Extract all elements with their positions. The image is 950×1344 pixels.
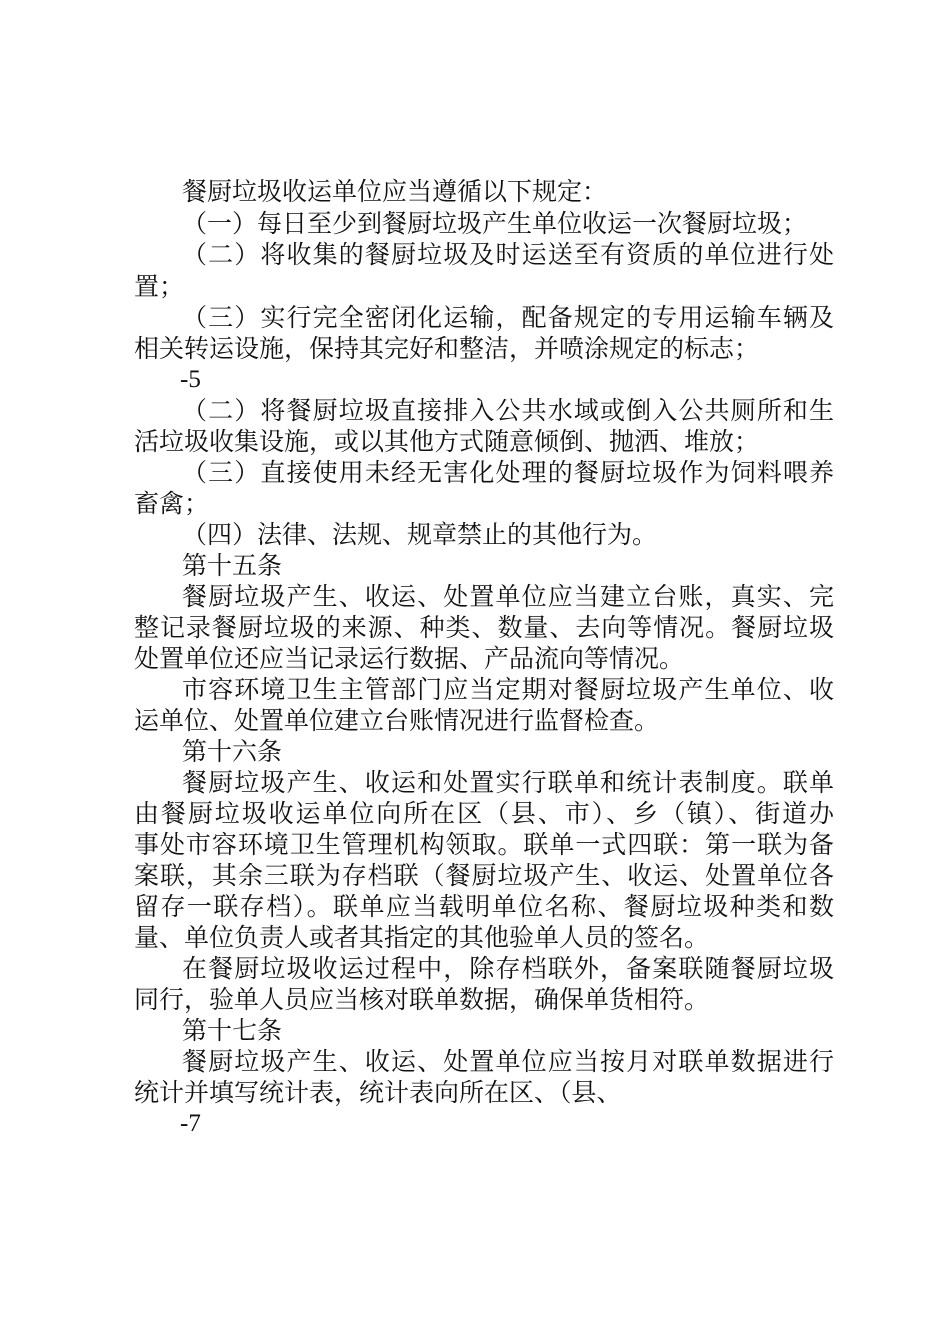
paragraph-line: 市容环境卫生主管部门应当定期对餐厨垃圾产生单位、收 [182,675,834,704]
paragraph-line: （二）将餐厨垃圾直接排入公共水域或倒入公共厕所和生 [182,396,834,425]
paragraph-line: 畜禽； [134,489,210,518]
paragraph-line: 同行，验单人员应当核对联单数据，确保单货相符。 [134,985,710,1014]
page-number: -5 [180,366,201,393]
paragraph-line: （一）每日至少到餐厨垃圾产生单位收运一次餐厨垃圾； [182,209,808,238]
paragraph-line: 量、单位负责人或者其指定的其他验单人员的签名。 [134,923,710,952]
paragraph-line: 置； [134,272,185,301]
paragraph-line: 由餐厨垃圾收运单位向所在区（县、市）、乡（镇）、街道办 [134,799,834,828]
paragraph-line: 活垃圾收集设施，或以其他方式随意倾倒、抛洒、堆放； [134,427,760,456]
paragraph-line: 案联，其余三联为存档联（餐厨垃圾产生、收运、处置单位各 [134,861,834,890]
paragraph-line: 餐厨垃圾收运单位应当遵循以下规定： [182,177,608,206]
article-heading: 第十五条 [182,551,283,580]
paragraph-line: 运单位、处置单位建立台账情况进行监督检查。 [134,706,660,735]
paragraph-line: 相关转运设施，保持其完好和整洁，并喷涂规定的标志； [134,334,760,363]
paragraph-line: 处置单位还应当记录运行数据、产品流向等情况。 [134,644,685,673]
paragraph-line: 在餐厨垃圾收运过程中，除存档联外，备案联随餐厨垃圾 [182,954,834,983]
page-number: -7 [180,1110,201,1137]
paragraph-line: 餐厨垃圾产生、收运和处置实行联单和统计表制度。联单 [182,768,834,797]
paragraph-line: 整记录餐厨垃圾的来源、种类、数量、去向等情况。餐厨垃圾 [134,613,834,642]
paragraph-line: 餐厨垃圾产生、收运、处置单位应当建立台账，真实、完 [182,582,834,611]
paragraph-line: （二）将收集的餐厨垃圾及时运送至有资质的单位进行处 [182,240,834,269]
article-heading: 第十六条 [182,737,283,766]
paragraph-line: （四）法律、法规、规章禁止的其他行为。 [182,520,658,549]
paragraph-line: 餐厨垃圾产生、收运、处置单位应当按月对联单数据进行 [182,1047,834,1076]
article-heading: 第十七条 [182,1016,283,1045]
paragraph-line: 留存一联存档）。联单应当载明单位名称、餐厨垃圾种类和数 [134,892,834,921]
paragraph-line: 统计并填写统计表，统计表向所在区、（县、 [134,1078,622,1107]
paragraph-line: （三）实行完全密闭化运输，配备规定的专用运输车辆及 [182,303,834,332]
paragraph-line: 事处市容环境卫生管理机构领取。联单一式四联：第一联为备 [134,830,834,859]
paragraph-line: （三）直接使用未经无害化处理的餐厨垃圾作为饲料喂养 [182,458,834,487]
